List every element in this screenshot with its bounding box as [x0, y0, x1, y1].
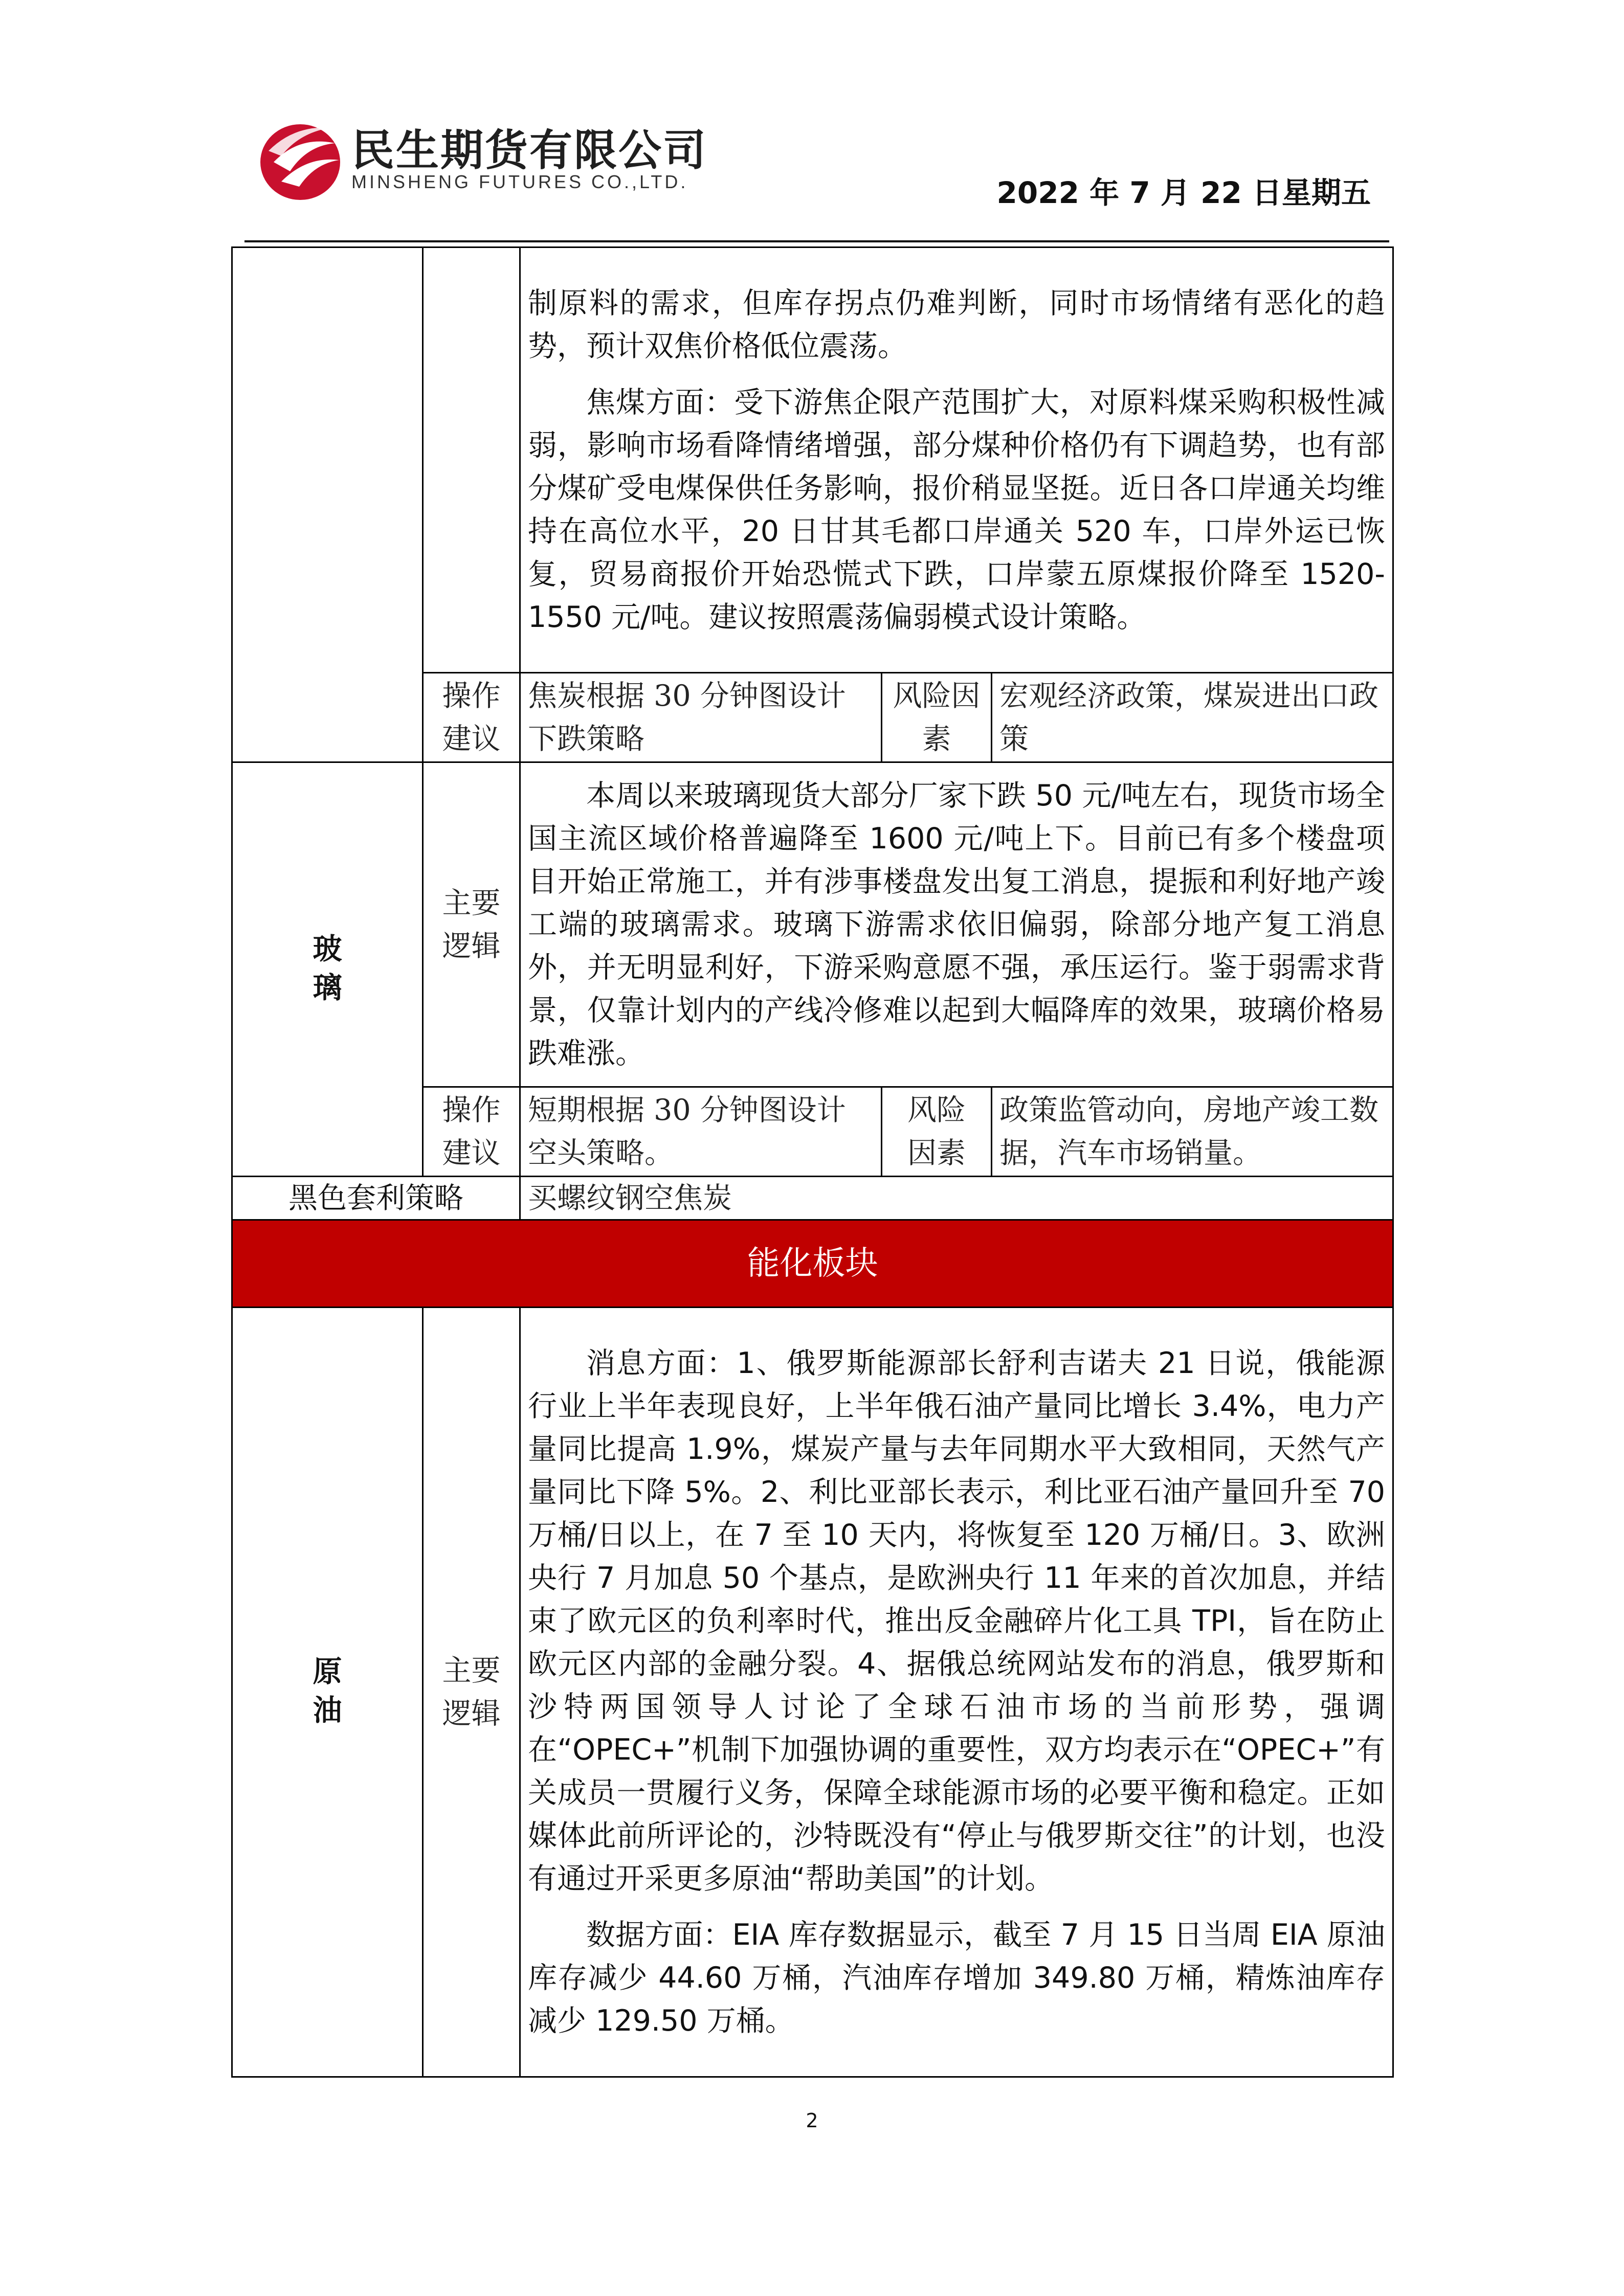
glass-op-label: [423, 1087, 520, 1177]
crude-name: [232, 1308, 423, 2077]
coke-logic-paragraph: 制原料的需求，但库存拐点仍难判断，同时市场情绪有恶化的趋势，预计双焦价格低位震荡。: [528, 286, 1385, 363]
glass-name-text: 玻璃: [313, 932, 342, 1005]
arbitrage-text: 买螺纹钢空焦炭: [520, 1177, 1393, 1220]
company-name-en: MINSHENG FUTURES CO.,LTD.: [351, 171, 688, 192]
energy-band-title: 能化板块: [232, 1220, 1393, 1308]
coke-risk-label: 风险因素: [882, 673, 992, 762]
coke-logic-row: [232, 247, 1393, 673]
glass-risk-label-text: 风险因素: [907, 1093, 966, 1170]
crude-name-text: 原油: [313, 1655, 342, 1727]
arbitrage-row: [232, 1177, 1393, 1220]
coke-logic-cell: [520, 247, 1393, 673]
energy-band-row: [232, 1220, 1393, 1308]
glass-risk-label: [882, 1087, 992, 1177]
glass-logic-paragraph: 本周以来玻璃现货大部分厂家下跌 50 元/吨左右，现货市场全国主流区域价格普遍降至 1600 元/吨上下。目前已有多个楼盘项目开始正常施工，并有涉事楼盘发出复工消息，提振和利好地产竣工端的玻璃需求。玻璃下游需求依旧偏弱，除部分地产复工消息外，并无明显利好，下游采购意愿不强，承压运行。鉴于弱需求背景，仅靠计划内的产线冷修难以起到大幅降库的效果，玻璃价格易跌难涨。: [528, 779, 1385, 1070]
coke-op-text: 焦炭根据 30 分钟图设计下跌策略: [520, 673, 882, 762]
header-divider: [244, 240, 1389, 242]
crude-logic-cell: [520, 1308, 1393, 2077]
report-date: 2022 年 7 月 22 日星期五: [996, 175, 1371, 210]
glass-logic-row: [232, 762, 1393, 1087]
crude-logic-label: [423, 1308, 520, 2077]
coke-op-label: 操作建议: [423, 673, 520, 762]
arbitrage-label: 黑色套利策略: [232, 1177, 520, 1220]
company-logo: [258, 115, 770, 205]
glass-op-text: 短期根据 30 分钟图设计空头策略。: [520, 1087, 882, 1177]
report-table: [231, 246, 1394, 2078]
glass-name: [232, 762, 423, 1177]
company-name-cn: 民生期货有限公司: [351, 125, 708, 175]
crude-logic-label-text: 主要逻辑: [442, 1654, 501, 1730]
page-number: 2: [806, 2109, 818, 2132]
coke-risk-text: 宏观经济政策，煤炭进出口政策: [992, 673, 1393, 762]
crude-news-paragraph: 消息方面：1、俄罗斯能源部长舒利吉诺夫 21 日说，俄能源行业上半年表现良好，上半年俄石油产量同比增长 3.4%，电力产量同比提高 1.9%，煤炭产量与去年同期水平大致相同，天然气产量同比下降 5%。2、利比亚部长表示，利比亚石油产量回升至 70 万桶/日以上，在 7 至 10 天内，将恢复至 120 万桶/日。3、欧洲央行 7 月加息 50 个基点，是欧洲央行 11 年来的首次加息，并结束了欧元区的负利率时代，推出反金融碎片化工具 TPI，旨在防止欧元区内部的金融分裂。4、据俄总统网站发布的消息，俄罗斯和沙特两国领导人讨论了全球石油市场的当前形势，强调在“OPEC+”机制下加强协调的重要性，双方均表示在“OPEC+”有关成员一贯履行义务，保障全球能源市场的必要平衡和稳定。正如媒体此前所评论的，沙特既没有“停止与俄罗斯交往”的计划，也没有通过开采更多原油“帮助美国”的计划。: [528, 1346, 1385, 1896]
glass-logic-cell: [520, 762, 1393, 1087]
minsheng-logo-icon: [258, 115, 345, 205]
crude-logic-row: [232, 1308, 1393, 2077]
glass-risk-text: 政策监管动向，房地产竣工数据，汽车市场销量。: [992, 1087, 1393, 1177]
glass-logic-label-text: 主要逻辑: [442, 886, 501, 963]
crude-data-paragraph: 数据方面：EIA 库存数据显示，截至 7 月 15 日当周 EIA 原油库存减少 44.60 万桶，汽油库存增加 349.80 万桶，精炼油库存减少 129.50 万桶。: [528, 1918, 1385, 2038]
coke-logic-label-cell: [423, 247, 520, 673]
coke-name-cell: [232, 247, 423, 762]
glass-logic-label: [423, 762, 520, 1087]
glass-op-label-text: 操作建议: [442, 1093, 501, 1170]
coking-coal-paragraph: 焦煤方面：受下游焦企限产范围扩大，对原料煤采购积极性减弱，影响市场看降情绪增强，部分煤种价格仍有下调趋势，也有部分煤矿受电煤保供任务影响，报价稍显坚挺。近日各口岸通关均维持在高位水平，20 日甘其毛都口岸通关 520 车，口岸外运已恢复，贸易商报价开始恐慌式下跌，口岸蒙五原煤报价降至 1520-1550 元/吨。建议按照震荡偏弱模式设计策略。: [528, 385, 1385, 634]
